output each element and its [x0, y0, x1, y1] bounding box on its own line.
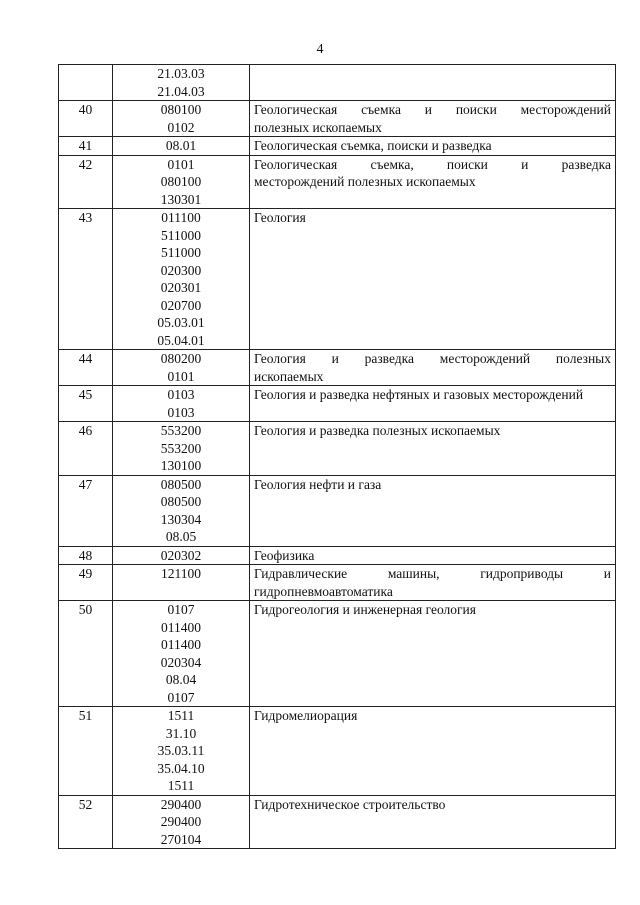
table-row [59, 475, 616, 546]
page-number: 4 [316, 42, 324, 57]
specialty-name [250, 707, 616, 796]
specialty-code: 0102 [167, 119, 195, 135]
code-list [113, 707, 250, 796]
specialty-code: 21.04.03 [157, 83, 205, 99]
specialty-name-line: месторождений полезных ископаемых [254, 174, 476, 189]
specialty-code: 511000 [161, 227, 201, 243]
specialty-code: 080100 [160, 102, 202, 117]
specialty-name [250, 155, 616, 209]
row-number: 52 [59, 795, 113, 849]
specialty-name [250, 101, 616, 137]
specialty-name-line: Геологическая съемка, поиски и разведка [254, 138, 492, 153]
code-list [113, 155, 250, 209]
specialty-code: 080100 [160, 174, 202, 189]
specialty-code: 05.04.01 [157, 332, 205, 348]
specialty-code: 130100 [160, 458, 202, 473]
row-number: 44 [59, 350, 113, 386]
specialty-name [250, 795, 616, 849]
table-row [59, 422, 616, 476]
specialty-code: 011400 [161, 637, 201, 652]
row-number: 48 [59, 546, 113, 565]
specialties-table [58, 64, 616, 849]
specialty-name-line: Гидрогеология и инженерная геология [254, 602, 476, 617]
specialty-code: 080500 [160, 476, 202, 492]
specialty-name [250, 350, 616, 386]
specialty-code: 35.03.11 [157, 743, 205, 758]
specialty-code: 08.04 [165, 672, 197, 687]
table-row [59, 795, 616, 849]
row-number: 45 [59, 386, 113, 422]
specialty-name-line: Геология и разведка месторождений полезных [254, 351, 611, 366]
specialty-name-line: ископаемых [254, 368, 324, 384]
specialty-name [250, 546, 616, 565]
code-list [113, 386, 250, 422]
specialty-name [250, 565, 616, 601]
specialty-code: 011100 [161, 210, 201, 225]
code-list [113, 601, 250, 707]
row-number: 51 [59, 707, 113, 796]
specialty-code: 020700 [160, 297, 202, 313]
specialty-code: 553200 [160, 423, 202, 438]
code-list [113, 65, 250, 101]
table-row [59, 209, 616, 350]
specialty-name-line [254, 65, 611, 83]
table-row [59, 65, 616, 101]
specialty-name [250, 422, 616, 476]
specialty-code: 08.01 [165, 138, 197, 153]
code-list [113, 350, 250, 386]
specialty-code: 0101 [167, 368, 195, 384]
specialty-code: 0103 [167, 387, 195, 402]
code-list [113, 209, 250, 350]
specialty-code: 011400 [161, 619, 201, 635]
specialty-name-line: Геология и разведка нефтяных и газовых месторождений [254, 387, 584, 402]
specialty-code: 553200 [160, 440, 202, 456]
code-list [113, 137, 250, 156]
specialty-name-line: Гидротехническое строительство [254, 796, 446, 812]
table-row [59, 601, 616, 707]
specialty-code: 0103 [167, 404, 195, 420]
row-number: 43 [59, 209, 113, 350]
specialty-name [250, 65, 616, 101]
specialty-code: 0107 [167, 689, 195, 705]
table-row [59, 565, 616, 601]
specialty-code: 290400 [160, 796, 202, 812]
row-number: 49 [59, 565, 113, 601]
row-number: 46 [59, 422, 113, 476]
specialty-code: 121100 [161, 566, 201, 581]
specialty-code: 080500 [160, 494, 202, 509]
row-number: 50 [59, 601, 113, 707]
specialty-name-line: Геология [254, 210, 306, 225]
row-number: 41 [59, 137, 113, 156]
specialty-name-line: Геология нефти и газа [254, 476, 382, 492]
code-list [113, 101, 250, 137]
row-number [59, 65, 113, 101]
table-row [59, 101, 616, 137]
specialty-name-line: Геофизика [254, 547, 315, 563]
specialty-name-line: Гидравлические машины, гидроприводы и [254, 566, 611, 581]
specialty-name [250, 386, 616, 422]
table-row [59, 707, 616, 796]
code-list [113, 546, 250, 565]
specialty-code: 05.03.01 [157, 315, 205, 330]
specialty-name [250, 601, 616, 707]
specialty-code: 1511 [167, 778, 195, 793]
specialty-code: 130301 [160, 191, 202, 207]
specialty-code: 21.03.03 [157, 66, 205, 81]
specialty-code: 020304 [160, 654, 202, 670]
specialty-name-line: Гидромелиорация [254, 708, 358, 723]
code-list [113, 565, 250, 601]
table-row [59, 350, 616, 386]
row-number: 42 [59, 155, 113, 209]
specialty-code: 020302 [160, 547, 202, 563]
code-list [113, 422, 250, 476]
table-row [59, 137, 616, 156]
specialty-code: 31.10 [165, 725, 197, 741]
row-number: 47 [59, 475, 113, 546]
table-row [59, 546, 616, 565]
specialty-code: 020301 [160, 280, 202, 295]
specialty-name-line: гидропневмоавтоматика [254, 583, 393, 599]
specialty-name-line: Геология и разведка полезных ископаемых [254, 423, 501, 438]
specialty-code: 1511 [167, 708, 195, 723]
specialty-code: 0107 [167, 602, 195, 617]
table-body [59, 65, 616, 849]
specialty-name [250, 137, 616, 156]
specialty-name [250, 475, 616, 546]
specialty-code: 080200 [160, 351, 202, 366]
code-list [113, 475, 250, 546]
specialty-name-line: полезных ископаемых [254, 119, 382, 135]
code-list [113, 795, 250, 849]
table-row [59, 155, 616, 209]
specialty-code: 511000 [161, 245, 201, 260]
specialty-name-line: Геологическая съемка, поиски и разведка [254, 156, 611, 172]
specialty-code: 35.04.10 [157, 760, 205, 776]
specialty-code: 270104 [160, 831, 202, 847]
row-number: 40 [59, 101, 113, 137]
specialty-code: 0101 [167, 156, 195, 172]
specialty-name [250, 209, 616, 350]
specialty-code: 020300 [160, 262, 202, 278]
specialty-name-line: Геологическая съемка и поиски месторождений [254, 102, 611, 117]
specialty-code: 290400 [160, 814, 202, 829]
table-row [59, 386, 616, 422]
specialty-code: 08.05 [165, 529, 197, 544]
specialty-code: 130304 [160, 511, 202, 527]
